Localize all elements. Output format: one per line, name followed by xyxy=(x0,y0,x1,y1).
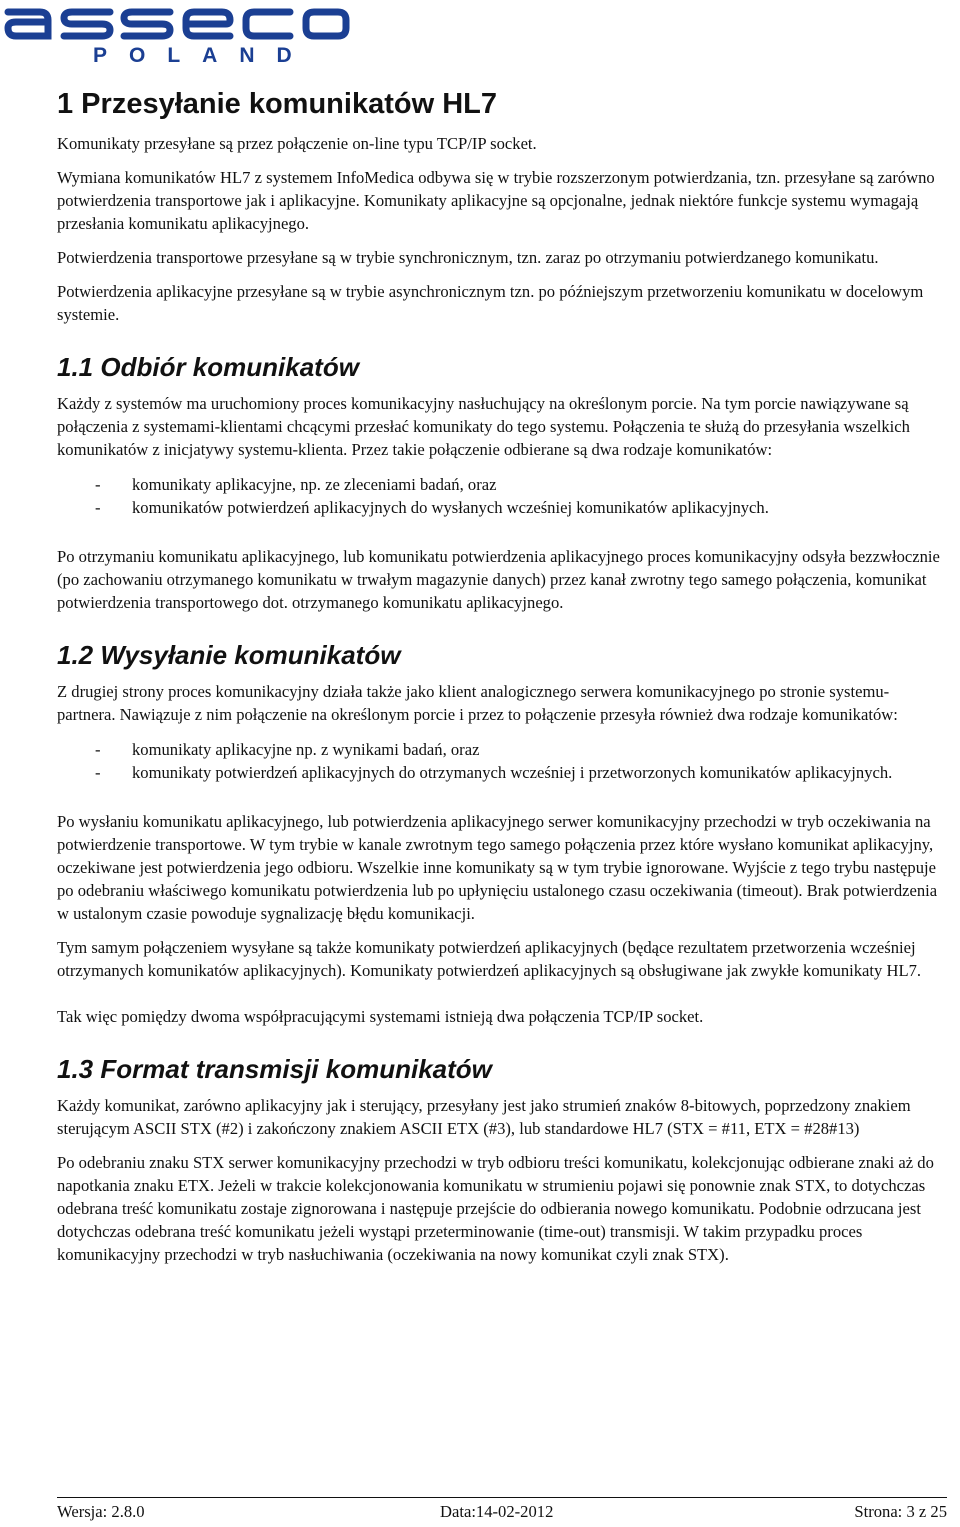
paragraph: Potwierdzenia transportowe przesyłane są w trybie synchronicznym, tzn. zaraz po otrzymaniu potwierdzanego komunikatu. xyxy=(57,248,879,267)
page-footer xyxy=(57,1497,947,1521)
paragraph: Każdy z systemów ma uruchomiony proces komunikacyjny nasłuchujący na określonym porcie. Na tym porcie nawiązywane są połączenia z systemami-klientami chcącymi przesłać komunikaty do tego systemu. Połączenia te służą do przesyłania wszelkich komunikatów z inicjatywy systemu-klienta. Przez takie połączenie odbierane są dwa rodzaje komunikatów: xyxy=(57,394,910,459)
paragraph: Z drugiej strony proces komunikacyjny działa także jako klient analogicznego serwera komunikacyjnego po stronie systemu-partnera. Nawiązuje z nim połączenie na określonym porcie i przez to połączenie przesyła również dwa rodzaje komunikatów: xyxy=(57,682,898,724)
paragraph: Tym samym połączeniem wysyłane są także komunikaty potwierdzeń aplikacyjnych (będące rezultatem przetworzenia wcześniej otrzymanych komunikatów aplikacyjnych). Komunikaty potwierdzeń aplikacyjnych są obsługiwane jak zwykłe komunikaty HL7. xyxy=(57,938,922,980)
section-1-2-title: 1.2 Wysyłanie komunikatów xyxy=(57,640,401,670)
paragraph: Potwierdzenia aplikacyjne przesyłane są w trybie asynchronicznym tzn. po późniejszym przetworzeniu komunikatu w docelowym systemie. xyxy=(57,282,924,324)
paragraph: Każdy komunikat, zarówno aplikacyjny jak i sterujący, przesyłany jest jako strumień znaków 8-bitowych, poprzedzony znakiem sterującym ASCII STX (#2) i zakończony znakiem ASCII ETX (#3), lub standardowe HL7 (STX = #11, ETX = #28#13) xyxy=(57,1096,911,1138)
section-1-3-title: 1.3 Format transmisji komunikatów xyxy=(57,1054,492,1084)
paragraph: Po wysłaniu komunikatu aplikacyjnego, lub potwierdzenia aplikacyjnego serwer komunikacyjny przechodzi w tryb oczekiwania na potwierdzenie transportowe. W tym trybie w kanale zwrotnym tego samego połączenia przez które wysłano komunikat aplikacyjny, oczekiwane jest potwierdzenia jego odbioru. Wszelkie inne komunikaty są w tym trybie ignorowane. Wyjście z tego trybu następuje po odebraniu właściwego komunikatu potwierdzenia lub po upłynięciu ustalonego czasu oczekiwania (timeout). Brak potwierdzenia w ustalonym czasie powoduje sygnalizację błędu komunikacji. xyxy=(57,812,938,923)
paragraph: Wymiana komunikatów HL7 z systemem InfoMedica odbywa się w trybie rozszerzonym potwierdzania, tzn. przesyłane są zarówno potwierdzenia transportowe jak i aplikacyjne. Komunikaty aplikacyjne są opcjonalne, jednak niektóre funkcje systemu wymagają przesłania komunikatu aplikacyjnego. xyxy=(57,168,935,233)
paragraph: Komunikaty przesyłane są przez połączenie on-line typu TCP/IP socket. xyxy=(57,134,537,153)
footer-version: Wersja: 2.8.0 xyxy=(57,1502,145,1521)
asseco-wordmark-icon xyxy=(0,0,360,46)
list-item: - komunikaty aplikacyjne np. z wynikami badań, oraz xyxy=(57,738,947,761)
list-item: - komunikaty potwierdzeń aplikacyjnych do otrzymanych wcześniej i przetworzonych komunikatów aplikacyjnych. xyxy=(57,761,947,784)
paragraph: Tak więc pomiędzy dwoma współpracującymi systemami istnieją dwa połączenia TCP/IP socket. xyxy=(57,1007,704,1026)
paragraph: Po otrzymaniu komunikatu aplikacyjnego, lub komunikatu potwierdzenia aplikacyjnego proces komunikacyjny odsyła bezzwłocznie (po zachowaniu otrzymanego komunikatu w trwałym magazynie danych) przez kanał zwrotny tego samego połączenia, komunikat potwierdzenia transportowego dot. otrzymanego komunikatu aplikacyjnego. xyxy=(57,547,940,612)
bullet-list xyxy=(57,738,947,784)
section-1-1-title: 1.1 Odbiór komunikatów xyxy=(57,352,359,382)
section-1-title: 1 Przesyłanie komunikatów HL7 xyxy=(57,88,497,120)
document-body xyxy=(57,85,947,1277)
footer-page-number: Strona: 3 z 25 xyxy=(854,1502,947,1521)
list-item: - komunikatów potwierdzeń aplikacyjnych do wysłanych wcześniej komunikatów aplikacyjnych. xyxy=(57,496,947,519)
logo-tagline: POLAND xyxy=(93,44,314,67)
paragraph: Po odebraniu znaku STX serwer komunikacyjny przechodzi w tryb odbioru treści komunikatu, kolekcjonując odbierane znaki aż do napotkania znaku ETX. Jeżeli w trakcie kolekcjonowania komunikatu w strumieniu pojawi się ponownie znak STX, to dotychczas odebrana treść komunikatu zostaje zignorowana i następuje przejście do odbierania nowego komunikatu. Podobnie odrzucana jest dotychczas odebrana treść komunikatu jeżeli wystąpi przeterminowanie (time-out) transmisji. W takim przypadku proces komunikacyjny przechodzi w tryb nasłuchiwania (oczekiwania na nowy komunikat czyli znak STX). xyxy=(57,1153,934,1264)
bullet-list xyxy=(57,473,947,519)
footer-date: Data:14-02-2012 xyxy=(440,1502,554,1521)
list-item: - komunikaty aplikacyjne, np. ze zleceniami badań, oraz xyxy=(57,473,947,496)
asseco-logo xyxy=(0,0,360,80)
